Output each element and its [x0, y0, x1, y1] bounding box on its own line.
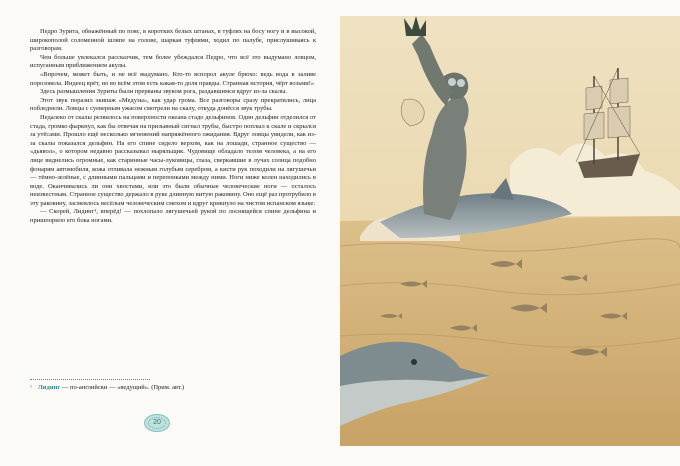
illustration	[340, 16, 680, 446]
illustration-panel	[340, 16, 680, 446]
paragraph: Недалеко от скалы резвилось на поверхности океана стадо дельфинов. Один дельфин отделился от стада, громко фыркнул, как бы отвечая на призывный сигнал трубы, быстро поплыл к скале и скрылся за утёсами. Прошло ещё несколько мгновений напряжённого ожидания. Вдруг ловцы увидели, как из-за скалы показался дельфин. На его спине сидело верхом, как на лошади, странное существо — «дьявол», о котором недавно рассказывал ныряльщик. Чудовище обладало телом человека, а на его лице виднелись огромные, как старинные часы-луковицы, глаза, сверкавшие в лучах солнца подобно фонарям автомобиля, кожа отливала нежным голубым серебром, а кисти рук походили на лягушечьи — тёмно-зелёные, с длинными пальцами и перепонками между ними. Ноги ниже колен находились в воде. Оканчивались ли они хвостами, или это были обычные человеческие ноги — осталось неизвестным. Странное существо держало в руке длинную витую раковину. Оно ещё раз протрубило в эту раковину, засмеялось весёлым человеческим смехом и вдруг крикнуло на чистом испанском языке:	[30, 113, 316, 207]
sea	[340, 216, 680, 446]
footnote	[30, 384, 316, 393]
paragraph: Чем больше увлекался рассказчик, тем более убеждался Педро, что всё это выдумано ловцом, испуганным приближением акулы.	[30, 53, 316, 70]
paragraph: — Скорей, Лидинг¹, вперёд! — похлопало лягушечьей рукой по лоснящейся спине дельфина и пришпорило его бока ногами.	[30, 208, 316, 225]
paragraph: Этот звук поразил экипаж «Медузы», как удар грома. Все разговоры сразу прекратились, лица побледнели. Ловцы с суеверным ужасом смотрели на скалу, откуда донёсся звук трубы.	[30, 96, 316, 113]
footnote-text: — по-английски — «ведущий». (Прим. авт.)	[60, 384, 185, 391]
footnote-divider	[30, 379, 150, 380]
body-text	[30, 28, 316, 226]
footnote-term: Лидинг	[37, 384, 61, 391]
paragraph: Педро Зурита, обнажённый по пояс, в коротких белых штанах, в туфлях на босу ногу и в высокой, широкополой соломенной шляпе на голове, шаркая туфлями, ходил по палубе, прислушиваясь к разговорам.	[30, 28, 316, 53]
footnote-mark: ¹	[30, 384, 32, 391]
page-number-badge	[144, 414, 170, 432]
paragraph: Здесь размышления Зуриты были прерваны звуком рога, раздавшимся вдруг из-за скалы.	[40, 88, 287, 96]
paragraph: «Впрочем, может быть, и не всё выдумано. Кто-то вспорол акуле брюхо: ведь вода в заливе порозовела. Индеец врёт, но во всём этом есть какая-то доля правды. Странная история, чёрт возьми!»	[30, 70, 316, 87]
page-number: 20	[153, 419, 161, 426]
